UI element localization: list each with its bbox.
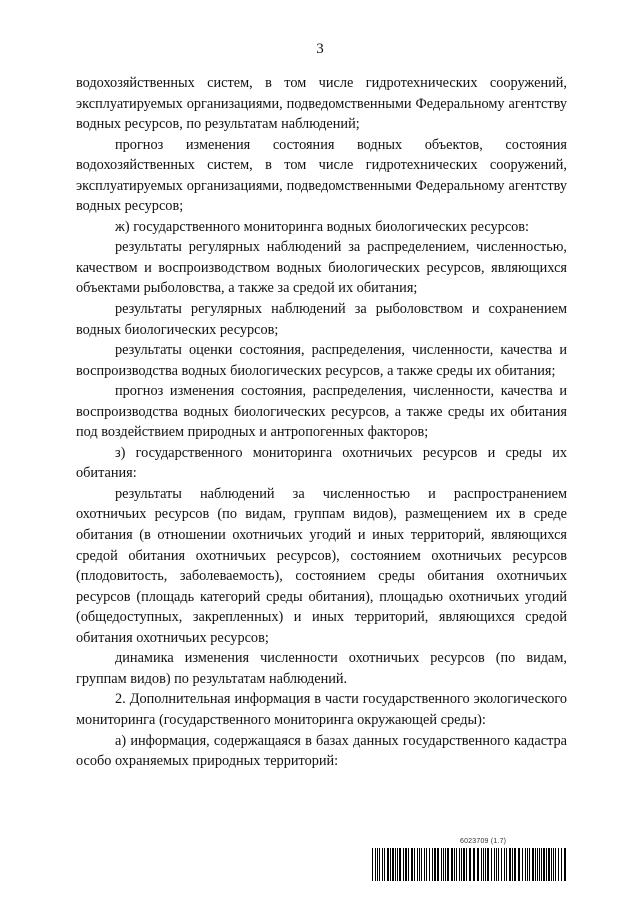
paragraph: а) информация, содержащаяся в базах данных государственного кадастра особо охраняемых природных территорий: xyxy=(76,732,567,770)
barcode xyxy=(372,848,568,881)
paragraph: водохозяйственных систем, в том числе гидротехнических сооружений, эксплуатируемых организациями, подведомственными Федеральному агентству водных ресурсов, по результатам наблюдений; xyxy=(76,75,567,133)
paragraph: результаты регулярных наблюдений за распределением, численностью, качеством и воспроизводством водных биологических ресурсов, являющихся объектами рыболовства, а также за средой их обитания; xyxy=(76,239,567,297)
page-number: 3 xyxy=(316,41,324,57)
paragraph: з) государственного мониторинга охотничьих ресурсов и среды их обитания: xyxy=(76,444,567,482)
paragraph: прогноз изменения состояния, распределения, численности, качества и воспроизводства водных биологических ресурсов, а также среды их обитания под воздействием природных и антропогенных факторов; xyxy=(76,383,567,441)
paragraph: динамика изменения численности охотничьих ресурсов (по видам, группам видов) по результатам наблюдений. xyxy=(76,650,567,687)
paragraph: результаты регулярных наблюдений за рыболовством и сохранением водных биологических ресурсов; xyxy=(76,301,567,338)
paragraph: результаты наблюдений за численностью и распространением охотничьих ресурсов (по видам, группам видов), размещением их в среде обитания (в отношении охотничьих угодий и иных территорий, являющихся средой обитания охотничьих ресурсов), состоянием охотничьих ресурсов (плодовитость, заболеваемость), состоянием среды обитания охотничьих ресурсов (площадь категорий среды обитания), площадью охотничьих угодий (общедоступных, закрепленных) и иных территорий, являющихся средой обитания охотничьих ресурсов; xyxy=(76,485,567,646)
document-code: 6023709 (1.7) xyxy=(460,838,507,845)
document-body xyxy=(76,73,567,772)
paragraph: прогноз изменения состояния водных объектов, состояния водохозяйственных систем, в том числе гидротехнических сооружений, эксплуатируемых организациями, подведомственными Федеральному агентству водных ресурсов; xyxy=(76,136,567,215)
paragraph: результаты оценки состояния, распределения, численности, качества и воспроизводства водных биологических ресурсов, а также среды их обитания; xyxy=(76,342,567,379)
paragraph: 2. Дополнительная информация в части государственного экологического мониторинга (государственного мониторинга окружающей среды): xyxy=(76,691,567,728)
paragraph: ж) государственного мониторинга водных биологических ресурсов: xyxy=(115,218,530,235)
